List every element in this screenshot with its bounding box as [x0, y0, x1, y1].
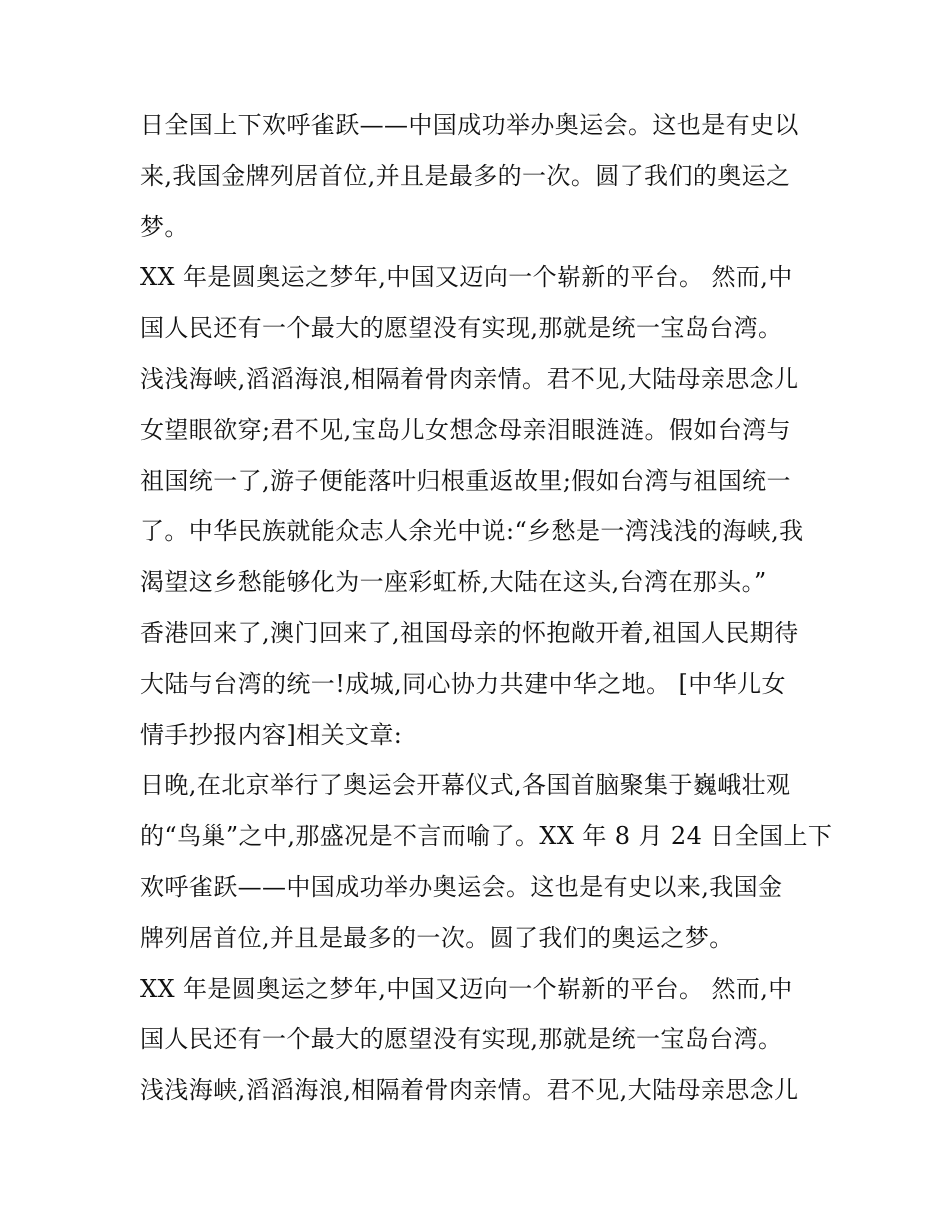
text-line: 了。中华民族就能众志人余光中说:“乡愁是一湾浅浅的海峡,我: [140, 517, 804, 546]
text-line: XX 年是圆奥运之梦年,中国又迈向一个崭新的平台。 然而,中: [140, 974, 793, 1003]
text-line: 浅浅海峡,滔滔海浪,相隔着骨肉亲情。君不见,大陆母亲思念儿: [140, 1076, 799, 1105]
text-line: 情手抄报内容]相关文章:: [140, 720, 403, 749]
text-line: 渴望这乡愁能够化为一座彩虹桥,大陆在这头,台湾在那头。”: [140, 568, 767, 597]
text-line: 的“鸟巢”之中,那盛况是不言而喻了。XX 年 8 月 24 日全国上下: [140, 822, 833, 851]
text-line: 浅浅海峡,滔滔海浪,相隔着骨肉亲情。君不见,大陆母亲思念儿: [140, 364, 799, 393]
text-line: 国人民还有一个最大的愿望没有实现,那就是统一宝岛台湾。: [140, 314, 783, 343]
text-line: 祖国统一了,游子便能落叶归根重返故里;假如台湾与祖国统一: [140, 466, 791, 495]
text-line: 日全国上下欢呼雀跃——中国成功举办奥运会。这也是有史以: [140, 111, 799, 139]
body-text: [140, 100, 833, 1116]
text-line: 梦。: [140, 212, 189, 241]
text-line: 来,我国金牌列居首位,并且是最多的一次。圆了我们的奥运之: [140, 161, 791, 190]
text-line: 日晚,在北京举行了奥运会开幕仪式,各国首脑聚集于巍峨壮观: [140, 771, 791, 800]
text-line: 香港回来了,澳门回来了,祖国母亲的怀抱敞开着,祖国人民期待: [140, 618, 799, 647]
text-line: 女望眼欲穿;君不见,宝岛儿女想念母亲泪眼涟涟。假如台湾与: [140, 415, 791, 444]
text-line: 国人民还有一个最大的愿望没有实现,那就是统一宝岛台湾。: [140, 1025, 783, 1054]
text-line: 大陆与台湾的统一!成城,同心协力共建中华之地。 [中华儿女: [140, 669, 786, 698]
text-line: 牌列居首位,并且是最多的一次。圆了我们的奥运之梦。: [140, 923, 734, 952]
text-line: XX 年是圆奥运之梦年,中国又迈向一个崭新的平台。 然而,中: [140, 263, 793, 292]
text-line: 欢呼雀跃——中国成功举办奥运会。这也是有史以来,我国金: [140, 872, 783, 901]
